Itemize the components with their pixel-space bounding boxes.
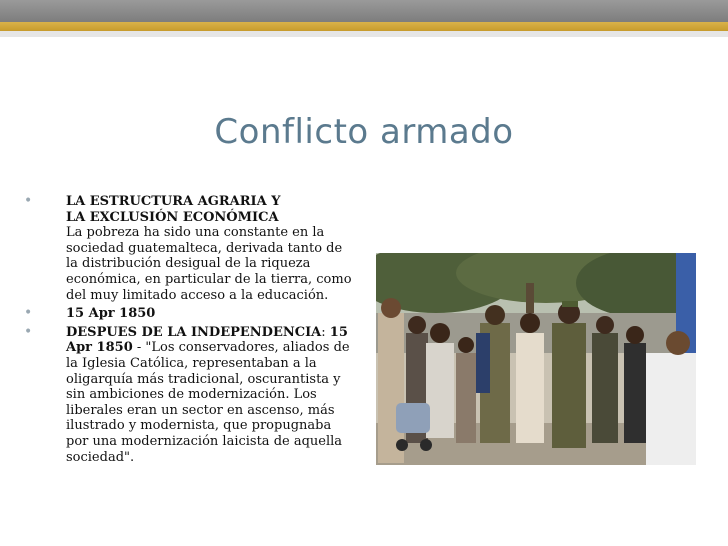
- bullet-dash: -: [132, 340, 146, 356]
- header-band-light: [0, 31, 728, 37]
- bullet-list: [24, 194, 354, 468]
- bullet-item-date: [24, 306, 354, 322]
- bullet-item-agrarian: [24, 194, 354, 303]
- bullet-heading: LA EXCLUSIÓN ECONÓMICA: [66, 209, 279, 225]
- bullet-dot-icon: •: [24, 193, 33, 209]
- bullet-date: 15 Apr 1850: [66, 306, 156, 322]
- header-band-gray: [0, 0, 728, 22]
- bullet-dot-icon: •: [24, 323, 33, 340]
- bullet-heading: DESPUES DE LA INDEPENDENCIA: [66, 324, 322, 340]
- bullet-body: La pobreza ha sido una constante en la sociedad guatemalteca, derivada tanto de la distribución desigual de la riqueza económica, en particular de la tierra, como del muy limitado acceso a la educación.: [66, 225, 352, 303]
- header-band-gold: [0, 22, 728, 31]
- crowd-soldiers-photo: [376, 253, 696, 465]
- slide-title: Conflicto armado: [214, 112, 514, 152]
- photo-illustration: [376, 253, 696, 465]
- bullet-item-independence: [24, 325, 354, 465]
- bullet-quote: "Los conservadores, aliados de la Iglesia Católica, representaban a la oligarquía más tradicional, oscurantista y sin ambiciones de modernización. Los liberales eran un sector en ascenso, más ilustrado y modernista, que propugnaba por una modernización laicista de aquella sociedad".: [66, 340, 350, 465]
- bullet-heading: LA ESTRUCTURA AGRARIA Y: [66, 194, 281, 209]
- bullet-separator: :: [321, 324, 330, 340]
- bullet-dot-icon: •: [24, 305, 33, 322]
- bullet-date: 15 Apr 1850: [66, 324, 348, 356]
